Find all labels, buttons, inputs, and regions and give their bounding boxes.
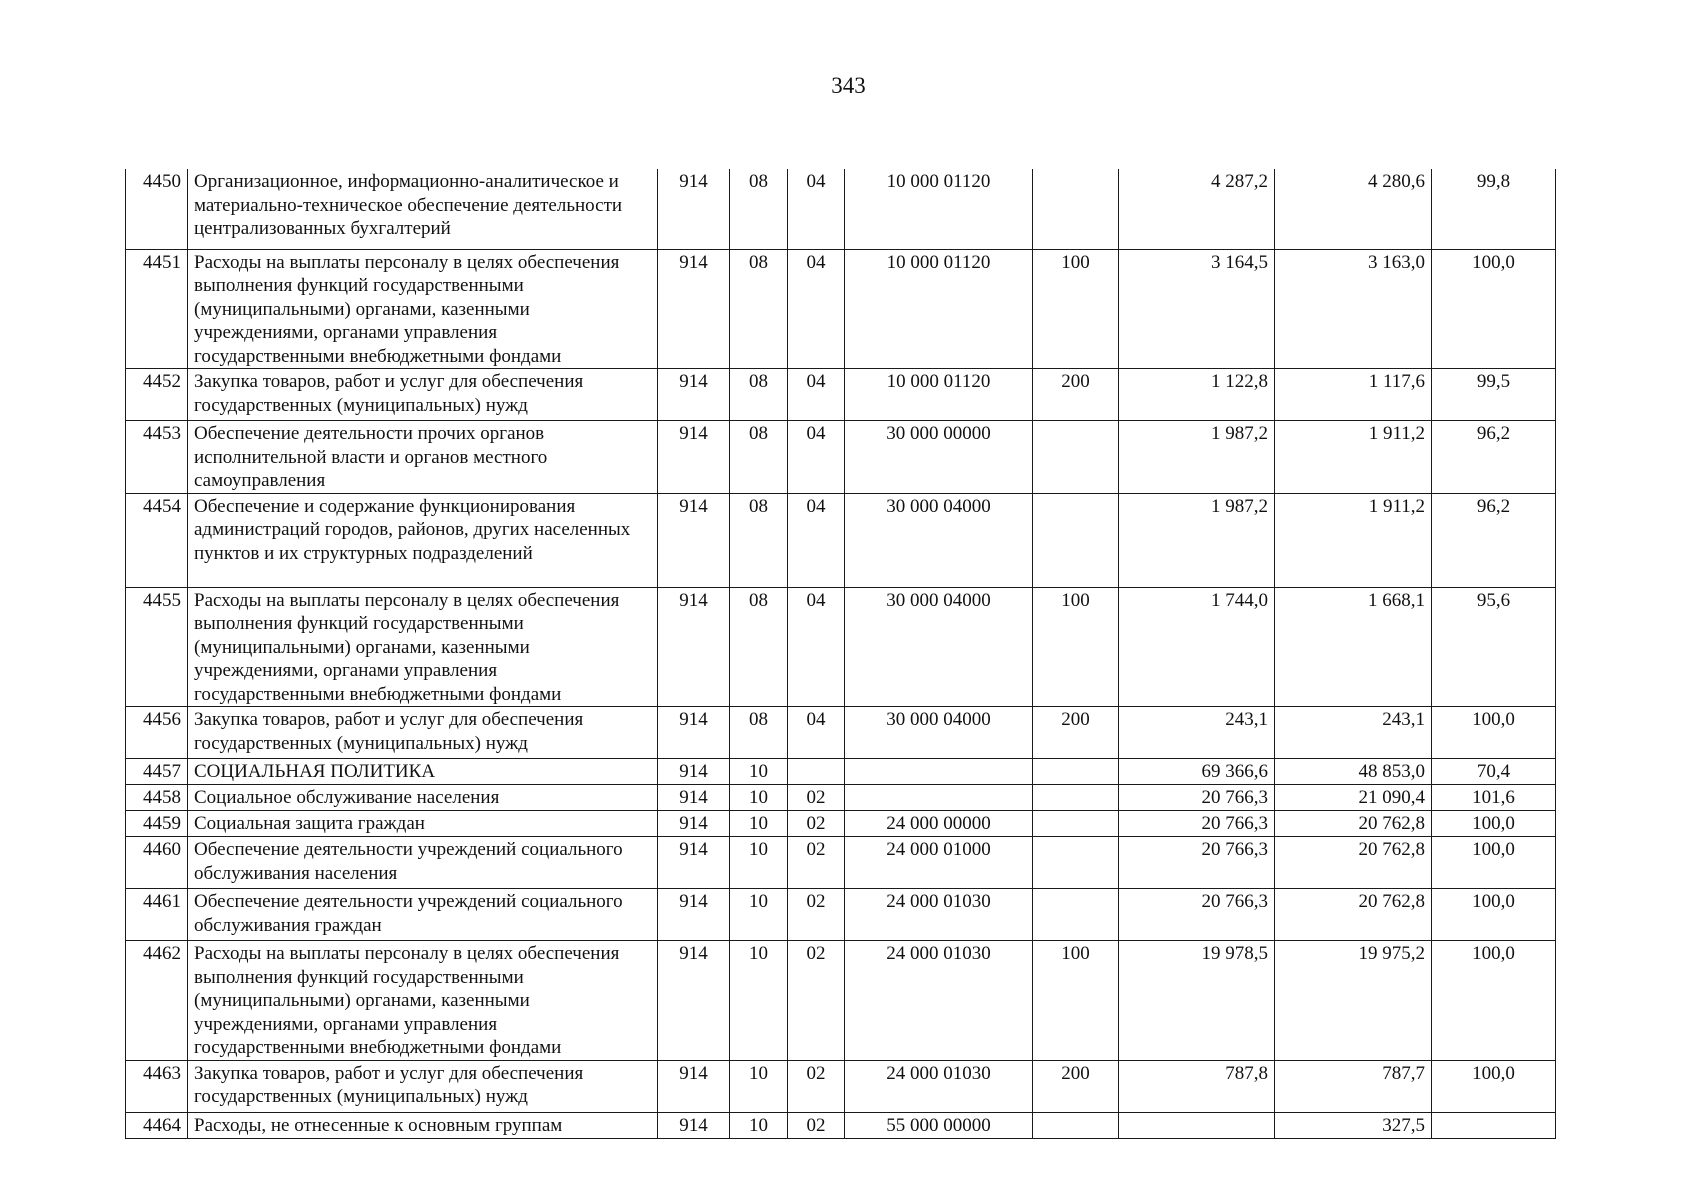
table-row bbox=[126, 889, 1556, 941]
subsection-code-cell: 02 bbox=[788, 785, 845, 811]
actual-amount-cell: 1 911,2 bbox=[1275, 493, 1432, 587]
grbs-code-cell: 914 bbox=[658, 707, 730, 759]
section-code-cell: 08 bbox=[730, 169, 788, 249]
execution-percent-cell: 99,8 bbox=[1432, 169, 1556, 249]
execution-percent-cell: 95,6 bbox=[1432, 587, 1556, 707]
expense-type-cell bbox=[1033, 169, 1119, 249]
grbs-code-cell: 914 bbox=[658, 811, 730, 837]
expense-type-cell bbox=[1033, 493, 1119, 587]
expense-name-cell: СОЦИАЛЬНАЯ ПОЛИТИКА bbox=[188, 759, 658, 785]
section-code-cell: 08 bbox=[730, 249, 788, 369]
target-article-cell: 10 000 01120 bbox=[845, 249, 1033, 369]
execution-percent-cell: 70,4 bbox=[1432, 759, 1556, 785]
actual-amount-cell: 20 762,8 bbox=[1275, 837, 1432, 889]
grbs-code-cell: 914 bbox=[658, 1060, 730, 1112]
expense-type-cell bbox=[1033, 1112, 1119, 1138]
expense-name-cell: Закупка товаров, работ и услуг для обеспечения государственных (муниципальных) нужд bbox=[188, 707, 658, 759]
planned-amount-cell bbox=[1119, 1112, 1275, 1138]
target-article-cell: 10 000 01120 bbox=[845, 369, 1033, 421]
target-article-cell bbox=[845, 785, 1033, 811]
actual-amount-cell: 48 853,0 bbox=[1275, 759, 1432, 785]
row-number-cell: 4458 bbox=[126, 785, 188, 811]
expense-type-cell bbox=[1033, 785, 1119, 811]
table-row bbox=[126, 1112, 1556, 1138]
expense-type-cell bbox=[1033, 421, 1119, 494]
expense-name-cell: Обеспечение деятельности учреждений социального обслуживания граждан bbox=[188, 889, 658, 941]
target-article-cell bbox=[845, 759, 1033, 785]
expense-type-cell: 100 bbox=[1033, 249, 1119, 369]
table-row bbox=[126, 369, 1556, 421]
planned-amount-cell: 1 987,2 bbox=[1119, 421, 1275, 494]
section-code-cell: 10 bbox=[730, 759, 788, 785]
section-code-cell: 10 bbox=[730, 785, 788, 811]
subsection-code-cell: 02 bbox=[788, 889, 845, 941]
expense-name-cell: Закупка товаров, работ и услуг для обеспечения государственных (муниципальных) нужд bbox=[188, 1060, 658, 1112]
section-code-cell: 10 bbox=[730, 1060, 788, 1112]
grbs-code-cell: 914 bbox=[658, 889, 730, 941]
expense-type-cell bbox=[1033, 811, 1119, 837]
row-number-cell: 4457 bbox=[126, 759, 188, 785]
row-number-cell: 4460 bbox=[126, 837, 188, 889]
section-code-cell: 08 bbox=[730, 587, 788, 707]
expense-name-cell: Социальная защита граждан bbox=[188, 811, 658, 837]
table-row bbox=[126, 837, 1556, 889]
actual-amount-cell: 3 163,0 bbox=[1275, 249, 1432, 369]
section-code-cell: 10 bbox=[730, 1112, 788, 1138]
row-number-cell: 4450 bbox=[126, 169, 188, 249]
execution-percent-cell: 100,0 bbox=[1432, 1060, 1556, 1112]
row-number-cell: 4455 bbox=[126, 587, 188, 707]
planned-amount-cell: 1 122,8 bbox=[1119, 369, 1275, 421]
budget-table bbox=[125, 169, 1556, 1139]
grbs-code-cell: 914 bbox=[658, 369, 730, 421]
execution-percent-cell: 100,0 bbox=[1432, 249, 1556, 369]
expense-name-cell: Обеспечение и содержание функционирования администраций городов, районов, других населенных пунктов и их структурных подразделений bbox=[188, 493, 658, 587]
subsection-code-cell: 04 bbox=[788, 493, 845, 587]
planned-amount-cell: 3 164,5 bbox=[1119, 249, 1275, 369]
execution-percent-cell: 100,0 bbox=[1432, 941, 1556, 1061]
subsection-code-cell: 04 bbox=[788, 587, 845, 707]
row-number-cell: 4463 bbox=[126, 1060, 188, 1112]
execution-percent-cell: 100,0 bbox=[1432, 811, 1556, 837]
expense-name-cell: Расходы, не отнесенные к основным группам bbox=[188, 1112, 658, 1138]
actual-amount-cell: 1 911,2 bbox=[1275, 421, 1432, 494]
row-number-cell: 4462 bbox=[126, 941, 188, 1061]
section-code-cell: 10 bbox=[730, 811, 788, 837]
subsection-code-cell: 04 bbox=[788, 369, 845, 421]
subsection-code-cell: 04 bbox=[788, 707, 845, 759]
execution-percent-cell: 99,5 bbox=[1432, 369, 1556, 421]
target-article-cell: 30 000 04000 bbox=[845, 707, 1033, 759]
table-row bbox=[126, 493, 1556, 587]
section-code-cell: 08 bbox=[730, 369, 788, 421]
expense-type-cell bbox=[1033, 759, 1119, 785]
execution-percent-cell: 100,0 bbox=[1432, 707, 1556, 759]
target-article-cell: 30 000 04000 bbox=[845, 587, 1033, 707]
table-row bbox=[126, 249, 1556, 369]
grbs-code-cell: 914 bbox=[658, 421, 730, 494]
expense-name-cell: Расходы на выплаты персоналу в целях обеспечения выполнения функций государственными (муниципальными) органами, казенными учреждениями, органами управления государственными внебюджетными фондами bbox=[188, 249, 658, 369]
table-row bbox=[126, 707, 1556, 759]
expense-type-cell: 100 bbox=[1033, 587, 1119, 707]
row-number-cell: 4456 bbox=[126, 707, 188, 759]
grbs-code-cell: 914 bbox=[658, 493, 730, 587]
expense-type-cell: 200 bbox=[1033, 707, 1119, 759]
grbs-code-cell: 914 bbox=[658, 759, 730, 785]
execution-percent-cell: 96,2 bbox=[1432, 421, 1556, 494]
planned-amount-cell: 1 987,2 bbox=[1119, 493, 1275, 587]
row-number-cell: 4464 bbox=[126, 1112, 188, 1138]
planned-amount-cell: 20 766,3 bbox=[1119, 837, 1275, 889]
target-article-cell: 24 000 01000 bbox=[845, 837, 1033, 889]
row-number-cell: 4452 bbox=[126, 369, 188, 421]
section-code-cell: 10 bbox=[730, 941, 788, 1061]
grbs-code-cell: 914 bbox=[658, 941, 730, 1061]
planned-amount-cell: 20 766,3 bbox=[1119, 889, 1275, 941]
planned-amount-cell: 19 978,5 bbox=[1119, 941, 1275, 1061]
execution-percent-cell: 96,2 bbox=[1432, 493, 1556, 587]
target-article-cell: 24 000 01030 bbox=[845, 1060, 1033, 1112]
table-row bbox=[126, 169, 1556, 249]
target-article-cell: 30 000 04000 bbox=[845, 493, 1033, 587]
planned-amount-cell: 787,8 bbox=[1119, 1060, 1275, 1112]
expense-type-cell bbox=[1033, 889, 1119, 941]
expense-type-cell: 200 bbox=[1033, 369, 1119, 421]
subsection-code-cell: 02 bbox=[788, 941, 845, 1061]
section-code-cell: 08 bbox=[730, 707, 788, 759]
grbs-code-cell: 914 bbox=[658, 785, 730, 811]
grbs-code-cell: 914 bbox=[658, 1112, 730, 1138]
target-article-cell: 10 000 01120 bbox=[845, 169, 1033, 249]
row-number-cell: 4459 bbox=[126, 811, 188, 837]
expense-name-cell: Обеспечение деятельности прочих органов исполнительной власти и органов местного самоуправления bbox=[188, 421, 658, 494]
actual-amount-cell: 20 762,8 bbox=[1275, 811, 1432, 837]
page-number: 343 bbox=[831, 73, 866, 98]
section-code-cell: 10 bbox=[730, 889, 788, 941]
actual-amount-cell: 327,5 bbox=[1275, 1112, 1432, 1138]
actual-amount-cell: 21 090,4 bbox=[1275, 785, 1432, 811]
expense-name-cell: Организационное, информационно-аналитическое и материально-техническое обеспечение деятельности централизованных бухгалтерий bbox=[188, 169, 658, 249]
execution-percent-cell: 100,0 bbox=[1432, 837, 1556, 889]
expense-type-cell bbox=[1033, 837, 1119, 889]
target-article-cell: 24 000 01030 bbox=[845, 941, 1033, 1061]
expense-name-cell: Закупка товаров, работ и услуг для обеспечения государственных (муниципальных) нужд bbox=[188, 369, 658, 421]
subsection-code-cell bbox=[788, 759, 845, 785]
row-number-cell: 4453 bbox=[126, 421, 188, 494]
subsection-code-cell: 04 bbox=[788, 249, 845, 369]
actual-amount-cell: 19 975,2 bbox=[1275, 941, 1432, 1061]
planned-amount-cell: 1 744,0 bbox=[1119, 587, 1275, 707]
target-article-cell: 55 000 00000 bbox=[845, 1112, 1033, 1138]
subsection-code-cell: 02 bbox=[788, 811, 845, 837]
subsection-code-cell: 04 bbox=[788, 421, 845, 494]
table-row bbox=[126, 421, 1556, 494]
expense-name-cell: Расходы на выплаты персоналу в целях обеспечения выполнения функций государственными (муниципальными) органами, казенными учреждениями, органами управления государственными внебюджетными фондами bbox=[188, 941, 658, 1061]
target-article-cell: 30 000 00000 bbox=[845, 421, 1033, 494]
actual-amount-cell: 1 668,1 bbox=[1275, 587, 1432, 707]
execution-percent-cell: 100,0 bbox=[1432, 889, 1556, 941]
grbs-code-cell: 914 bbox=[658, 587, 730, 707]
subsection-code-cell: 02 bbox=[788, 1112, 845, 1138]
target-article-cell: 24 000 01030 bbox=[845, 889, 1033, 941]
planned-amount-cell: 20 766,3 bbox=[1119, 785, 1275, 811]
actual-amount-cell: 1 117,6 bbox=[1275, 369, 1432, 421]
expense-name-cell: Расходы на выплаты персоналу в целях обеспечения выполнения функций государственными (муниципальными) органами, казенными учреждениями, органами управления государственными внебюджетными фондами bbox=[188, 587, 658, 707]
execution-percent-cell: 101,6 bbox=[1432, 785, 1556, 811]
execution-percent-cell bbox=[1432, 1112, 1556, 1138]
row-number-cell: 4454 bbox=[126, 493, 188, 587]
subsection-code-cell: 02 bbox=[788, 837, 845, 889]
table-row bbox=[126, 759, 1556, 785]
section-code-cell: 08 bbox=[730, 493, 788, 587]
actual-amount-cell: 243,1 bbox=[1275, 707, 1432, 759]
planned-amount-cell: 20 766,3 bbox=[1119, 811, 1275, 837]
planned-amount-cell: 243,1 bbox=[1119, 707, 1275, 759]
grbs-code-cell: 914 bbox=[658, 249, 730, 369]
actual-amount-cell: 20 762,8 bbox=[1275, 889, 1432, 941]
subsection-code-cell: 02 bbox=[788, 1060, 845, 1112]
expense-name-cell: Социальное обслуживание населения bbox=[188, 785, 658, 811]
expense-type-cell: 100 bbox=[1033, 941, 1119, 1061]
expense-type-cell: 200 bbox=[1033, 1060, 1119, 1112]
section-code-cell: 10 bbox=[730, 837, 788, 889]
grbs-code-cell: 914 bbox=[658, 169, 730, 249]
budget-table-body bbox=[126, 169, 1556, 1138]
planned-amount-cell: 4 287,2 bbox=[1119, 169, 1275, 249]
actual-amount-cell: 787,7 bbox=[1275, 1060, 1432, 1112]
row-number-cell: 4451 bbox=[126, 249, 188, 369]
table-row bbox=[126, 785, 1556, 811]
target-article-cell: 24 000 00000 bbox=[845, 811, 1033, 837]
actual-amount-cell: 4 280,6 bbox=[1275, 169, 1432, 249]
table-row bbox=[126, 811, 1556, 837]
subsection-code-cell: 04 bbox=[788, 169, 845, 249]
grbs-code-cell: 914 bbox=[658, 837, 730, 889]
row-number-cell: 4461 bbox=[126, 889, 188, 941]
expense-name-cell: Обеспечение деятельности учреждений социального обслуживания населения bbox=[188, 837, 658, 889]
section-code-cell: 08 bbox=[730, 421, 788, 494]
table-row bbox=[126, 587, 1556, 707]
table-row bbox=[126, 1060, 1556, 1112]
table-row bbox=[126, 941, 1556, 1061]
planned-amount-cell: 69 366,6 bbox=[1119, 759, 1275, 785]
